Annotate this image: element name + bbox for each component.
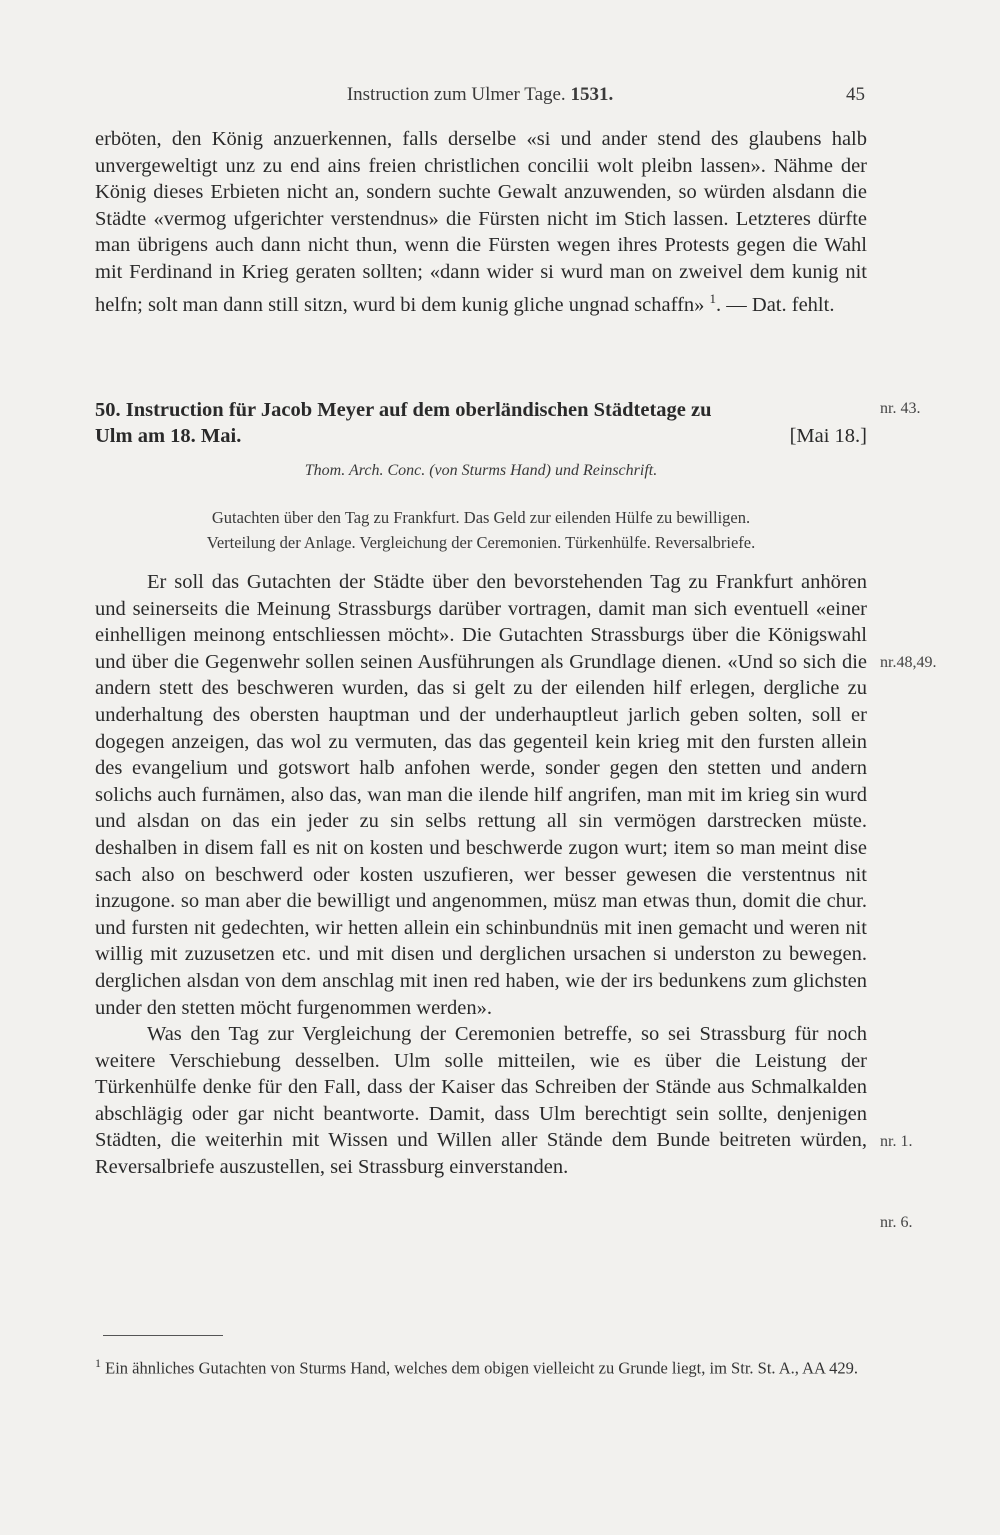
running-head (95, 84, 865, 110)
body-paragraph-2: Was den Tag zur Vergleichung der Ceremonien betreffe, so sei Strassburg für noch weitere Verschiebung desselben. Ulm solle mitteilen, wie es über die Leistung der Türkenhülfe denke für den Fall, dass der Kaiser das Schreiben der Stände aus Schmalkalden abschlägig oder gar nicht beantworte. Damit, dass Ulm berechtigt sein sollte, denjenigen Städten, die weiterhin mit Wissen und Willen aller Stände dem Bunde beitreten würden, Reversalbriefe auszustellen, sei Strassburg einverstanden. (95, 1023, 867, 1179)
margin-note-p3-b: nr. 6. (880, 1214, 913, 1231)
heading-line-2: Ulm am 18. Mai. (95, 425, 242, 447)
footnote-reference: 1 (709, 290, 717, 306)
summary-line-2: Verteilung der Anlage. Vergleichung der Ceremonien. Türkenhülfe. Reversalbriefe. (206, 533, 756, 552)
main-body (95, 569, 867, 1181)
margin-note-p3-a: nr. 1. (880, 1133, 913, 1150)
document-date: [Mai 18.] (789, 425, 867, 447)
document-heading (95, 397, 867, 449)
body-paragraph-1: Er soll das Gutachten der Städte über den bevorstehenden Tag zu Frankfurt anhören und seinerseits die Meinung Strassburgs darüber vortragen, damit man sich eventuell «einer einhelligen meinong entschliessen möcht». Die Gutachten Strassburgs über die Königswahl und über die Gegenwehr sollen seinen Ausführungen als Grundlage dienen. «Und so sich die andern stett des beschweren wurden, das si gelt zu der eilenden hilf erlegen, dergliche zu underhaltung des obersten hauptman und der underhauptleut jarlich geben solten, soll er dogegen anzeigen, das wol zu vermuten, das das gegenteil kein krieg mit den fursten allein des evangelium und gotswort halb anfohen werde, sonder gegen den stetten und andern solichs auch furnämen, also das, wan man die ilende hilf angrifen, man mit im krieg sin wurd und alsdan on das ein jeder zu sin selbs rettung all sin vermögen darstrecken müste. deshalben in disem fall es nit on kosten und beschwerde zugon wurt; item so man meint dise sach also on beschwerd oder kosten uszufieren, wer besser gewesen die verstentnus nit inzugone. so man aber die bewilligt und angenommen, müsz man etwas thun, domit die chur. und fursten nit gedechten, wir hetten allein ein schinbundnüs mit inen gemacht und weren nit willig mit zuzusetzen etc. und mit disen und derglichen ursachen si underston zu bewegen. derglichen alsdan von dem anschlag mit inen red haben, wie der irs bedunkens zum glichsten under den stetten möcht furgenommen werden». (95, 571, 867, 1019)
running-title-text: Instruction zum Ulmer Tage. (346, 84, 566, 105)
summary (95, 505, 867, 555)
page-number: 45 (846, 84, 865, 105)
paragraph-text: erböten, den König anzuerkennen, falls derselbe «si und ander stend des glaubens halb unvergeweltigt unz zu end ains freien christlichen concilii wolt pleibn lassen». Nähme der König dieses Erbieten nicht an, sondern suchte Gewalt anzuwenden, so würden alsdann die Städte «vermog ufgerichter verstendnus» die Fürsten nicht im Stich lassen. Letzteres dürfte man übrigens auch dann nicht thun, wenn die Fürsten wegen ihres Protests gegen die Wahl mit Ferdinand in Krieg geraten sollten; «dann wider si wurd man on zweivel dem kunig nit helfn; solt man dann still sitzn, wurd bi dem kunig gliche ungnad schaffn» (95, 128, 867, 316)
paragraph-continued (95, 126, 867, 318)
running-title (95, 84, 865, 106)
footnote-mark: 1 (95, 1356, 101, 1370)
margin-note-heading: nr. 43. (880, 400, 921, 417)
footnote-text: Ein ähnliches Gutachten von Sturms Hand, welches dem obigen vielleicht zu Grunde liegt, im Str. St. A., AA 429. (105, 1358, 859, 1378)
running-title-year: 1531. (570, 84, 614, 105)
footnote (95, 1351, 867, 1381)
source-note: Thom. Arch. Conc. (von Sturms Hand) und Reinschrift. (304, 462, 658, 479)
heading-line-1: 50. Instruction für Jacob Meyer auf dem oberländischen Städtetage zu (95, 399, 712, 421)
margin-note-p2: nr.48,49. (880, 654, 937, 671)
paragraph-tail: . — Dat. fehlt. (716, 293, 835, 316)
footnote-divider (103, 1335, 223, 1336)
summary-line-1: Gutachten über den Tag zu Frankfurt. Das Geld zur eilenden Hülfe zu bewilligen. (211, 508, 751, 527)
